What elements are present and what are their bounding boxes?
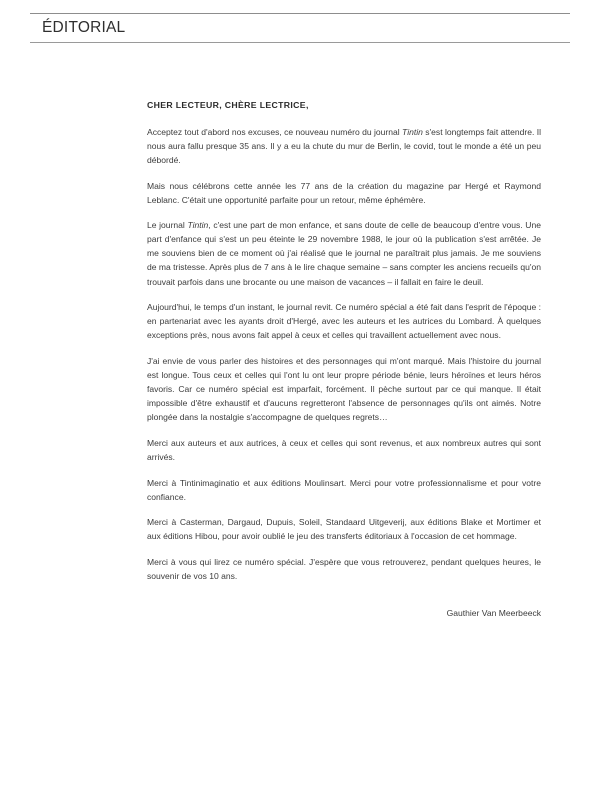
editorial-paragraph: Aujourd'hui, le temps d'un instant, le journal revit. Ce numéro spécial a été fait dans l'esprit de l'époque : en partenariat avec les ayants droit d'Hergé, avec les auteurs et les autrices du Lombard. À quelques exceptions près, nous avons fait appel à ceux et celles qui travaillent actuellement avec nous.: [147, 302, 541, 341]
editorial-paragraph: Merci à vous qui lirez ce numéro spécial. J'espère que vous retrouverez, pendant quelques heures, le souvenir de vos 10 ans.: [147, 556, 541, 582]
header-rule-bottom: [30, 42, 570, 43]
editorial-paragraph: Merci aux auteurs et aux autrices, à ceux et celles qui sont revenus, et aux nombreux autres qui sont arrivés.: [147, 437, 541, 463]
editorial-paragraph: Merci à Casterman, Dargaud, Dupuis, Soleil, Standaard Uitgeverij, aux éditions Blake et Mortimer et aux éditions Hibou, pour avoir oublié le jeu des transferts éditoriaux à l'occasion de cet hommage.: [147, 517, 541, 542]
page-header: [30, 13, 570, 43]
editorial-paragraph: Acceptez tout d'abord nos excuses, ce nouveau numéro du journal Tintin s'est longtemps fait attendre. Il nous aura fallu presque 35 ans. Il y a eu la chute du mur de Berlin, le covid, tout le monde a été un peu débordé.: [147, 126, 541, 165]
editorial-paragraph: Mais nous célébrons cette année les 77 ans de la création du magazine par Hergé et Raymond Leblanc. C'était une opportunité parfaite pour un retour, même éphémère.: [147, 180, 541, 205]
editorial-paragraph: Merci à Tintinimaginatio et aux éditions Moulinsart. Merci pour votre professionnalisme et pour votre confiance.: [147, 477, 541, 502]
page-title: ÉDITORIAL: [42, 19, 126, 36]
editorial-paragraph-list: [147, 125, 541, 583]
editorial-body: [147, 100, 541, 620]
italic-title: Tintin: [402, 126, 423, 137]
editorial-paragraph: J'ai envie de vous parler des histoires et des personnages qui m'ont marqué. Mais l'histoire du journal est longue. Tous ceux et celles qui l'ont lu ont leur propre période bénie, leurs héroïnes et leurs héros favoris. Car ce numéro spécial est imparfait, forcément. Il pèche surtout par ce qui manque. Il était impossible d'être exhaustif et d'aucuns regretteront l'absence de personnages qu'ils ont aimés. Notre plongée dans la nostalgie s'accompagne de quelques regrets…: [147, 355, 541, 423]
editorial-paragraph: Le journal Tintin, c'est une part de mon enfance, et sans doute de celle de beaucoup d'entre vous. Une part d'enfance qui s'est un peu éteinte le 29 novembre 1988, le jour où la publication s'est arrêtée. Je me souviens bien de ce moment où j'ai réalisé que le journal ne paraîtrait plus jamais. Je me souviens de ma tristesse. Après plus de 7 ans à le lire chaque semaine – sans compter les anciens recueils qu'on trouvait parfois dans une brocante ou une maison de vacances – il fallait en faire le deuil.: [147, 220, 541, 287]
editorial-signature: Gauthier Van Meerbeeck: [446, 608, 541, 619]
editorial-salutation: CHER LECTEUR, CHÈRE LECTRICE,: [147, 100, 309, 110]
italic-title: Tintin: [187, 220, 209, 231]
